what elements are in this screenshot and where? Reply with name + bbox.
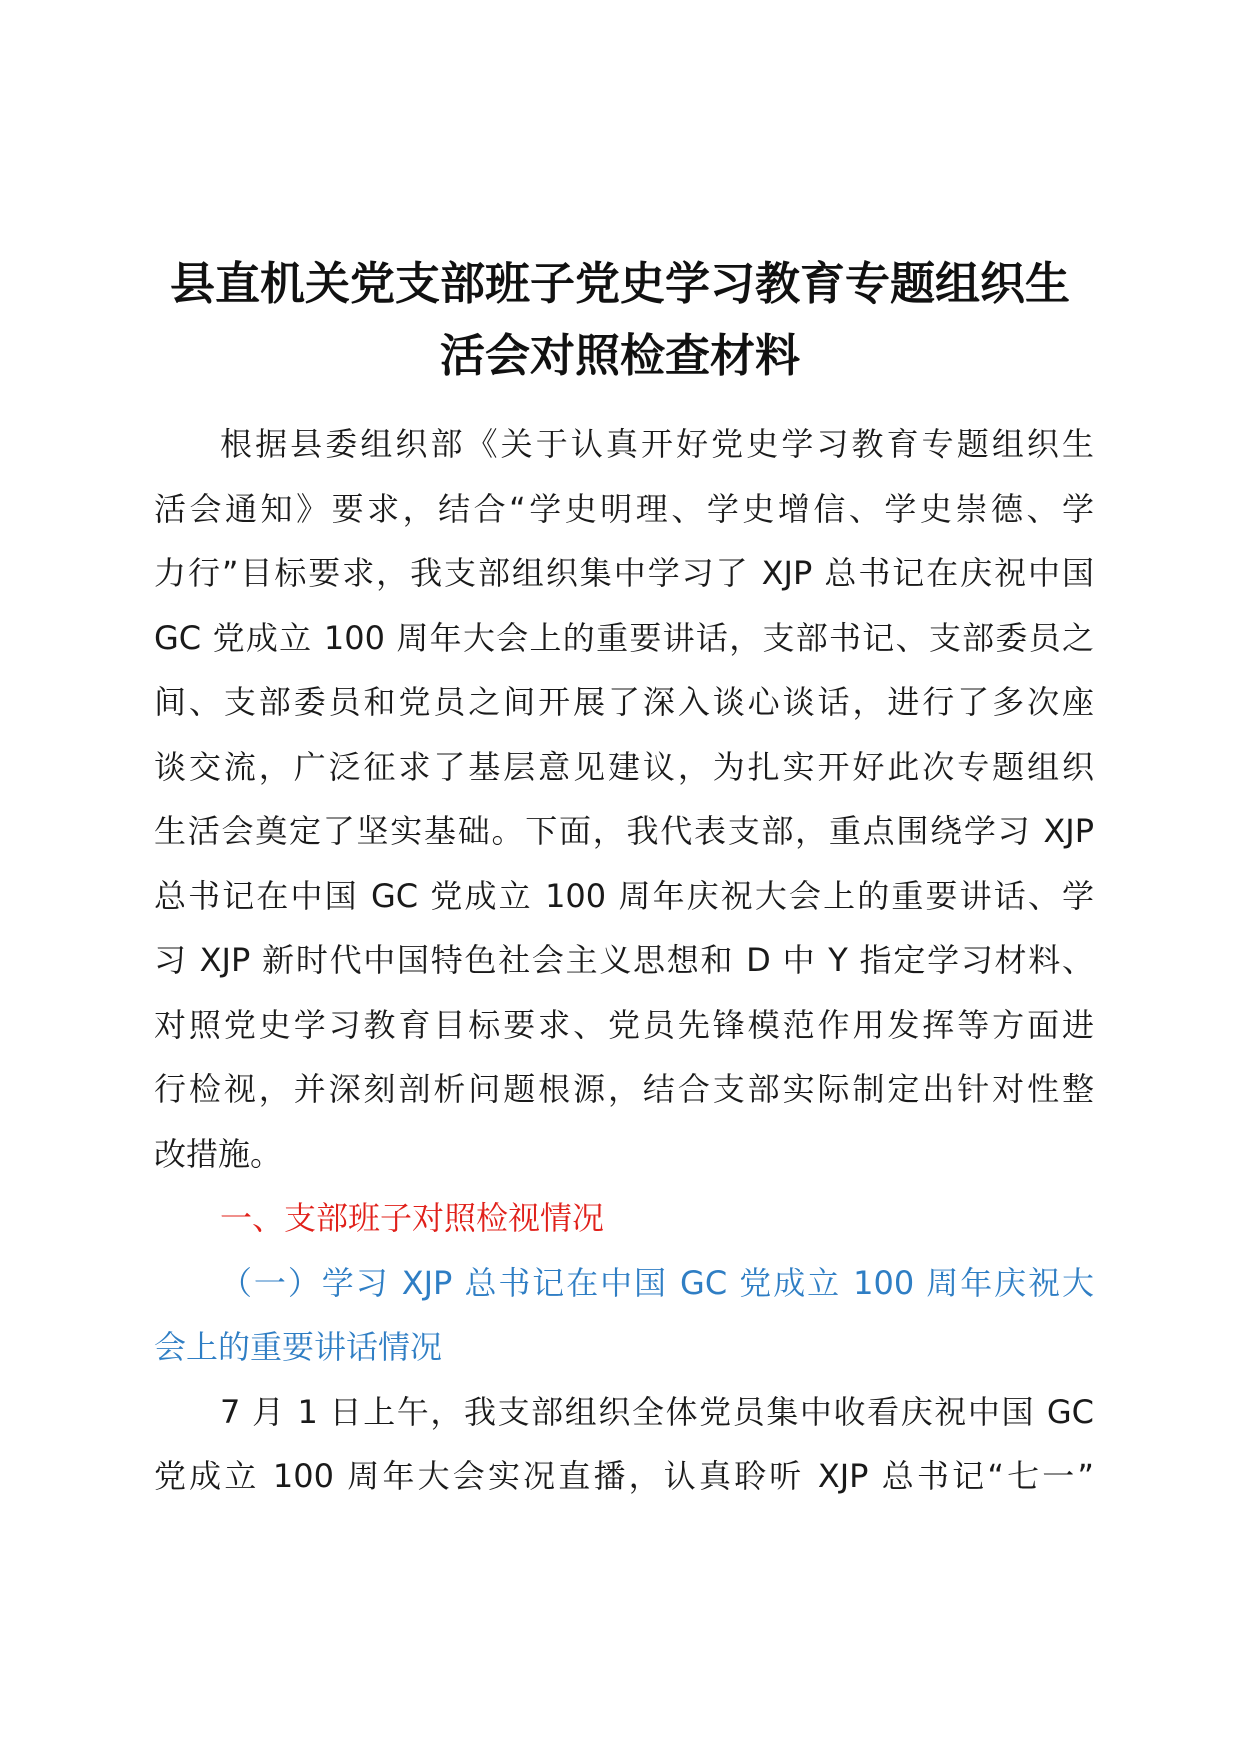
intro-line-9: 习 XJP 新时代中国特色社会主义思想和 D 中 Y 指定学习材料、 bbox=[154, 941, 1094, 979]
intro-line-2: 活会通知》要求，结合“学史明理、学史增信、学史崇德、学 bbox=[154, 489, 1094, 528]
intro-line-12: 改措施。 bbox=[154, 1134, 283, 1173]
title-line-1: 县直机关党支部班子党史学习教育专题组织生 bbox=[169, 257, 1070, 310]
section-heading-1: 一、支部班子对照检视情况 bbox=[220, 1199, 605, 1237]
subsection-heading-line-1: （一）学习 XJP 总书记在中国 GC 党成立 100 周年庆祝大 bbox=[220, 1263, 1094, 1302]
document-body bbox=[154, 412, 1094, 1509]
document-title bbox=[150, 248, 1090, 392]
intro-line-11: 行检视，并深刻剖析问题根源，结合支部实际制定出针对性整 bbox=[154, 1070, 1094, 1108]
intro-line-6: 谈交流，广泛征求了基层意见建议，为扎实开好此次专题组织 bbox=[154, 747, 1094, 786]
intro-line-5: 间、支部委员和党员之间开展了深入谈心谈话，进行了多次座 bbox=[154, 683, 1094, 721]
intro-line-8: 总书记在中国 GC 党成立 100 周年庆祝大会上的重要讲话、学 bbox=[154, 876, 1094, 915]
intro-line-1: 根据县委组织部《关于认真开好党史学习教育专题组织生 bbox=[220, 425, 1094, 463]
subsection-heading-line-2: 会上的重要讲话情况 bbox=[154, 1328, 443, 1366]
intro-line-10: 对照党史学习教育目标要求、党员先锋模范作用发挥等方面进 bbox=[154, 1005, 1094, 1044]
intro-line-4: GC 党成立 100 周年大会上的重要讲话，支部书记、支部委员之 bbox=[154, 618, 1094, 657]
intro-line-3: 力行”目标要求，我支部组织集中学习了 XJP 总书记在庆祝中国 bbox=[154, 554, 1094, 592]
para2-line-1: 7 月 1 日上午，我支部组织全体党员集中收看庆祝中国 GC bbox=[220, 1392, 1094, 1431]
intro-line-7: 生活会奠定了坚实基础。下面，我代表支部，重点围绕学习 XJP bbox=[154, 812, 1094, 850]
para2-line-2: 党成立 100 周年大会实况直播，认真聆听 XJP 总书记“七一” bbox=[154, 1457, 1094, 1495]
title-line-2: 活会对照检查材料 bbox=[439, 329, 800, 382]
